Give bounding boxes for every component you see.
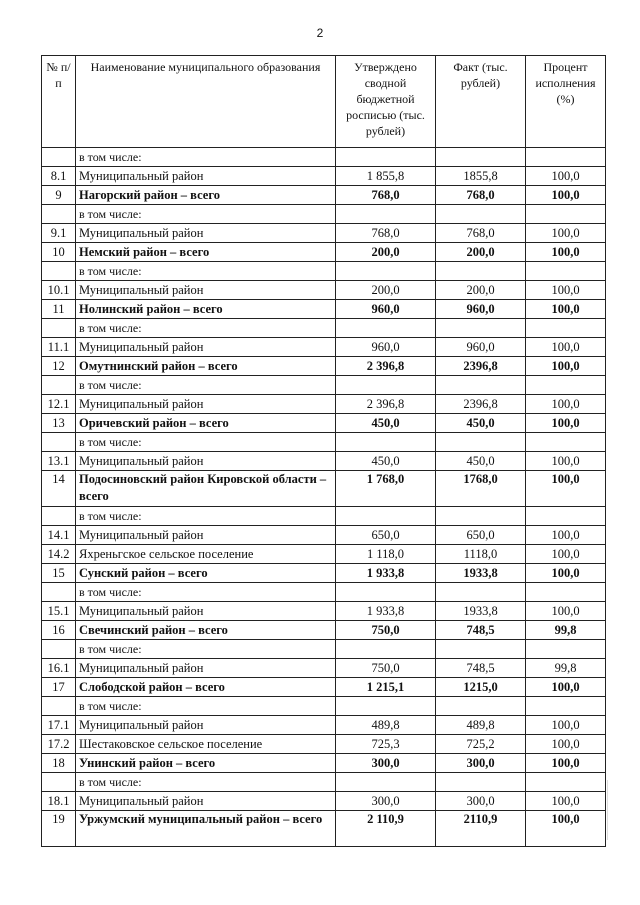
cell-number [42, 507, 76, 526]
cell-name: в том числе: [76, 376, 336, 395]
cell-name: Нагорский район – всего [76, 186, 336, 205]
cell-name: в том числе: [76, 319, 336, 338]
cell-fact: 768,0 [436, 224, 526, 243]
cell-name: в том числе: [76, 640, 336, 659]
cell-number: 12.1 [42, 395, 76, 414]
cell-name: в том числе: [76, 262, 336, 281]
cell-approved: 200,0 [336, 243, 436, 262]
budget-execution-table [41, 55, 606, 847]
cell-fact [436, 205, 526, 224]
cell-percent [526, 507, 606, 526]
cell-fact [436, 697, 526, 716]
cell-approved [336, 319, 436, 338]
cell-name: Немский район – всего [76, 243, 336, 262]
cell-approved: 2 396,8 [336, 357, 436, 376]
cell-number [42, 697, 76, 716]
cell-fact: 960,0 [436, 338, 526, 357]
cell-percent: 100,0 [526, 792, 606, 811]
cell-percent: 100,0 [526, 602, 606, 621]
table-header-row [42, 56, 606, 148]
table-row [42, 716, 606, 735]
cell-fact: 200,0 [436, 281, 526, 300]
cell-fact: 200,0 [436, 243, 526, 262]
header-fact: Факт (тыс. рублей) [436, 56, 526, 148]
cell-fact [436, 319, 526, 338]
cell-name: Муниципальный район [76, 452, 336, 471]
cell-name: Муниципальный район [76, 716, 336, 735]
table-row-including [42, 507, 606, 526]
table-row [42, 792, 606, 811]
cell-name: в том числе: [76, 507, 336, 526]
cell-fact: 300,0 [436, 754, 526, 773]
cell-fact: 1768,0 [436, 471, 526, 507]
cell-name: Сунский район – всего [76, 564, 336, 583]
cell-percent: 99,8 [526, 659, 606, 678]
cell-number [42, 319, 76, 338]
cell-fact [436, 433, 526, 452]
cell-percent: 100,0 [526, 300, 606, 319]
cell-fact: 1933,8 [436, 564, 526, 583]
cell-number: 14.2 [42, 545, 76, 564]
cell-number: 9.1 [42, 224, 76, 243]
table-row [42, 545, 606, 564]
scan-edge-mark [607, 780, 608, 840]
cell-number [42, 376, 76, 395]
cell-approved: 768,0 [336, 224, 436, 243]
cell-percent: 100,0 [526, 678, 606, 697]
table-row-including [42, 640, 606, 659]
header-approved: Утверждено сводной бюджетной росписью (тыс. рублей) [336, 56, 436, 148]
cell-fact: 768,0 [436, 186, 526, 205]
cell-number: 11 [42, 300, 76, 319]
cell-percent: 100,0 [526, 243, 606, 262]
cell-approved [336, 507, 436, 526]
cell-approved: 450,0 [336, 414, 436, 433]
cell-approved [336, 773, 436, 792]
cell-name: Муниципальный район [76, 224, 336, 243]
header-percent: Процент исполнения (%) [526, 56, 606, 148]
cell-name: Муниципальный район [76, 526, 336, 545]
cell-approved [336, 433, 436, 452]
cell-name: в том числе: [76, 205, 336, 224]
cell-name: Муниципальный район [76, 395, 336, 414]
cell-percent [526, 640, 606, 659]
table-row-district-total [42, 300, 606, 319]
cell-approved: 1 933,8 [336, 564, 436, 583]
cell-name: Яхреньгское сельское поселение [76, 545, 336, 564]
cell-percent: 100,0 [526, 452, 606, 471]
cell-name: Муниципальный район [76, 338, 336, 357]
cell-number [42, 583, 76, 602]
cell-approved [336, 697, 436, 716]
cell-name: Свечинский район – всего [76, 621, 336, 640]
cell-number [42, 433, 76, 452]
table-row [42, 395, 606, 414]
cell-fact: 650,0 [436, 526, 526, 545]
cell-name: в том числе: [76, 433, 336, 452]
cell-approved [336, 376, 436, 395]
cell-approved: 960,0 [336, 300, 436, 319]
table-row [42, 281, 606, 300]
cell-percent: 100,0 [526, 811, 606, 847]
cell-fact: 489,8 [436, 716, 526, 735]
cell-number: 14 [42, 471, 76, 507]
cell-approved: 650,0 [336, 526, 436, 545]
cell-percent: 100,0 [526, 564, 606, 583]
cell-fact [436, 376, 526, 395]
cell-approved: 2 110,9 [336, 811, 436, 847]
cell-percent [526, 583, 606, 602]
cell-name: в том числе: [76, 583, 336, 602]
cell-number: 11.1 [42, 338, 76, 357]
cell-approved: 300,0 [336, 754, 436, 773]
cell-approved [336, 205, 436, 224]
cell-fact: 748,5 [436, 621, 526, 640]
table-body [42, 148, 606, 847]
table-row-including [42, 697, 606, 716]
table-row-district-total [42, 678, 606, 697]
cell-percent: 100,0 [526, 281, 606, 300]
table-row-including [42, 433, 606, 452]
cell-percent: 100,0 [526, 526, 606, 545]
cell-percent: 100,0 [526, 735, 606, 754]
cell-approved: 768,0 [336, 186, 436, 205]
cell-approved: 750,0 [336, 621, 436, 640]
cell-approved [336, 148, 436, 167]
table-row-district-total [42, 621, 606, 640]
cell-name: Муниципальный район [76, 659, 336, 678]
cell-percent: 100,0 [526, 357, 606, 376]
cell-name: в том числе: [76, 697, 336, 716]
cell-name: Муниципальный район [76, 602, 336, 621]
cell-name: Муниципальный район [76, 792, 336, 811]
cell-number: 17.2 [42, 735, 76, 754]
cell-percent: 100,0 [526, 186, 606, 205]
cell-fact: 1855,8 [436, 167, 526, 186]
cell-number [42, 262, 76, 281]
table-row [42, 224, 606, 243]
cell-approved: 300,0 [336, 792, 436, 811]
cell-fact: 1933,8 [436, 602, 526, 621]
cell-approved: 489,8 [336, 716, 436, 735]
cell-fact: 1215,0 [436, 678, 526, 697]
cell-approved: 200,0 [336, 281, 436, 300]
cell-number: 17 [42, 678, 76, 697]
cell-name: Муниципальный район [76, 167, 336, 186]
table-row [42, 659, 606, 678]
cell-fact [436, 262, 526, 281]
cell-number: 13.1 [42, 452, 76, 471]
table-row-including [42, 319, 606, 338]
cell-fact: 2110,9 [436, 811, 526, 847]
table-row-district-total [42, 564, 606, 583]
cell-name: Подосиновский район Кировской области – всего [76, 471, 336, 507]
cell-name: в том числе: [76, 148, 336, 167]
table-row-including [42, 376, 606, 395]
cell-number [42, 205, 76, 224]
table-row-district-total [42, 754, 606, 773]
cell-approved: 1 933,8 [336, 602, 436, 621]
cell-percent: 100,0 [526, 545, 606, 564]
cell-name: Оричевский район – всего [76, 414, 336, 433]
cell-approved: 1 118,0 [336, 545, 436, 564]
cell-number: 14.1 [42, 526, 76, 545]
cell-fact: 960,0 [436, 300, 526, 319]
cell-number: 13 [42, 414, 76, 433]
cell-percent: 99,8 [526, 621, 606, 640]
cell-number: 16.1 [42, 659, 76, 678]
cell-approved: 725,3 [336, 735, 436, 754]
cell-percent: 100,0 [526, 338, 606, 357]
cell-fact: 300,0 [436, 792, 526, 811]
cell-fact [436, 507, 526, 526]
table-row-district-total [42, 471, 606, 507]
cell-approved: 450,0 [336, 452, 436, 471]
cell-number: 12 [42, 357, 76, 376]
table-row-district-total [42, 243, 606, 262]
cell-number: 8.1 [42, 167, 76, 186]
cell-approved: 1 768,0 [336, 471, 436, 507]
table-row [42, 452, 606, 471]
table-row-including [42, 205, 606, 224]
cell-fact: 725,2 [436, 735, 526, 754]
cell-percent: 100,0 [526, 395, 606, 414]
cell-number [42, 640, 76, 659]
cell-number: 15.1 [42, 602, 76, 621]
cell-name: Слободской район – всего [76, 678, 336, 697]
cell-number: 10.1 [42, 281, 76, 300]
table-row-district-total [42, 414, 606, 433]
cell-percent [526, 433, 606, 452]
table-row-including [42, 148, 606, 167]
cell-name: Шестаковское сельское поселение [76, 735, 336, 754]
cell-name: Омутнинский район – всего [76, 357, 336, 376]
cell-percent: 100,0 [526, 167, 606, 186]
cell-number: 9 [42, 186, 76, 205]
cell-approved: 750,0 [336, 659, 436, 678]
cell-fact: 450,0 [436, 452, 526, 471]
table-row-including [42, 583, 606, 602]
cell-name: Муниципальный район [76, 281, 336, 300]
page-number: 2 [316, 26, 324, 40]
header-municipality-name: Наименование муниципального образования [76, 56, 336, 148]
table-row [42, 338, 606, 357]
cell-fact: 450,0 [436, 414, 526, 433]
cell-percent: 100,0 [526, 716, 606, 735]
cell-approved: 1 215,1 [336, 678, 436, 697]
cell-fact [436, 640, 526, 659]
cell-name: Уржумский муниципальный район – всего [76, 811, 336, 847]
table-row [42, 602, 606, 621]
cell-name: в том числе: [76, 773, 336, 792]
cell-fact [436, 583, 526, 602]
cell-percent: 100,0 [526, 471, 606, 507]
table-row [42, 735, 606, 754]
cell-name: Унинский район – всего [76, 754, 336, 773]
cell-number: 18 [42, 754, 76, 773]
table-row-including [42, 773, 606, 792]
cell-percent: 100,0 [526, 224, 606, 243]
cell-percent [526, 205, 606, 224]
cell-number: 17.1 [42, 716, 76, 735]
cell-approved: 960,0 [336, 338, 436, 357]
table-row-district-total [42, 186, 606, 205]
cell-fact [436, 773, 526, 792]
cell-percent [526, 262, 606, 281]
cell-number: 18.1 [42, 792, 76, 811]
table-row-including [42, 262, 606, 281]
cell-approved [336, 583, 436, 602]
table-row [42, 167, 606, 186]
cell-fact: 748,5 [436, 659, 526, 678]
header-number: № п/п [42, 56, 76, 148]
cell-percent [526, 319, 606, 338]
cell-number: 16 [42, 621, 76, 640]
cell-approved [336, 262, 436, 281]
table-row-district-total [42, 357, 606, 376]
cell-percent [526, 148, 606, 167]
cell-percent [526, 376, 606, 395]
cell-approved [336, 640, 436, 659]
cell-fact [436, 148, 526, 167]
cell-percent [526, 697, 606, 716]
cell-number: 10 [42, 243, 76, 262]
table-row-district-total [42, 811, 606, 847]
cell-fact: 2396,8 [436, 357, 526, 376]
table-row [42, 526, 606, 545]
cell-number: 15 [42, 564, 76, 583]
cell-fact: 1118,0 [436, 545, 526, 564]
cell-percent: 100,0 [526, 414, 606, 433]
cell-number [42, 148, 76, 167]
cell-approved: 2 396,8 [336, 395, 436, 414]
cell-percent [526, 773, 606, 792]
cell-approved: 1 855,8 [336, 167, 436, 186]
cell-number [42, 773, 76, 792]
cell-name: Нолинский район – всего [76, 300, 336, 319]
cell-number: 19 [42, 811, 76, 847]
cell-percent: 100,0 [526, 754, 606, 773]
cell-fact: 2396,8 [436, 395, 526, 414]
